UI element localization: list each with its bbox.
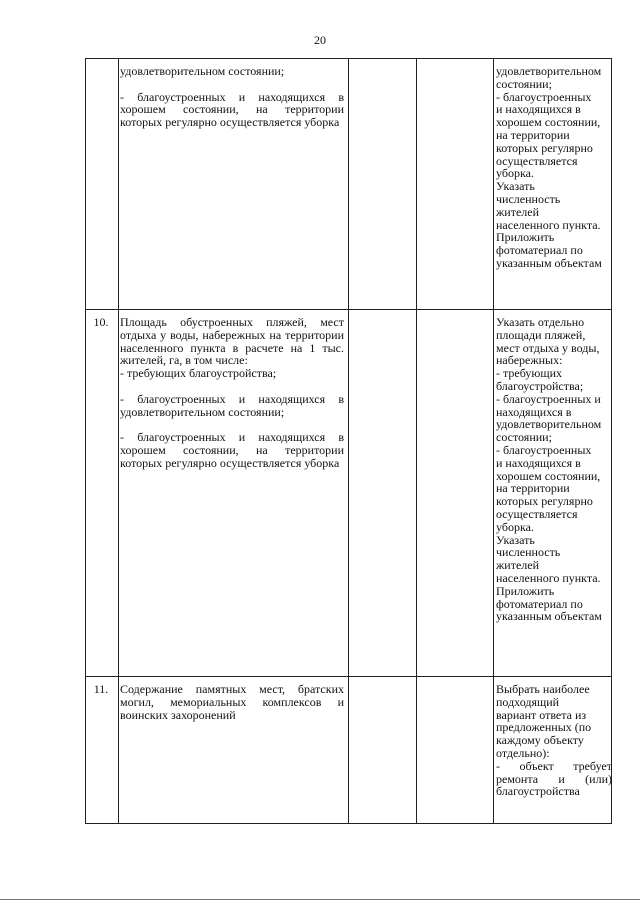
row-number: 11. bbox=[93, 682, 109, 696]
page-bottom-rule bbox=[0, 899, 640, 900]
table-row bbox=[85, 677, 612, 824]
row-number bbox=[86, 59, 116, 63]
row-description: Содержание памятных мест, братских могил, мемориальных комплексов и воинских захоронений bbox=[120, 682, 344, 722]
row-note: Указать отдельно площади пляжей, мест отдыха у воды, набережных: - требующих благоустройства; - благоустроенных и находящихся в удовлетворительном состоянии; - благоустроенных и находящихся в хорошем состоянии, на территории которых регулярно осуществляется уборка. Указать численность жителей населенного пункта. Приложить фотоматериал по указанным объектам bbox=[496, 315, 602, 624]
row-number: 10. bbox=[93, 315, 109, 329]
criteria-table bbox=[85, 58, 612, 824]
page-number: 20 bbox=[314, 33, 326, 47]
row-description: удовлетворительном состоянии; - благоустроенных и находящихся в хорошем состоянии, на территории которых регулярно осуществляется уборка bbox=[120, 64, 344, 130]
table-row bbox=[85, 58, 612, 310]
row-description: Площадь обустроенных пляжей, мест отдыха у воды, набережных на территории населенного пункта в расчете на 1 тыс. жителей, га, в том числе: - требующих благоустройства; - благоустроенных и находящихся в удовлетворительном состоянии; - благоустроенных и находящихся в хорошем состоянии, на территории которых регулярно осуществляется уборка bbox=[120, 315, 344, 470]
row-note: Выбрать наиболее подходящий вариант ответа из предложенных (по каждому объекту отдельно): - объект требует ремонта и (или) благоустройства bbox=[496, 682, 612, 799]
row-note: удовлетворительном состоянии; - благоустроенных и находящихся в хорошем состоянии, на территории которых регулярно осуществляется уборка. Указать численность жителей населенного пункта. Приложить фотоматериал по указанным объектам bbox=[496, 64, 602, 270]
table-row bbox=[85, 310, 612, 677]
